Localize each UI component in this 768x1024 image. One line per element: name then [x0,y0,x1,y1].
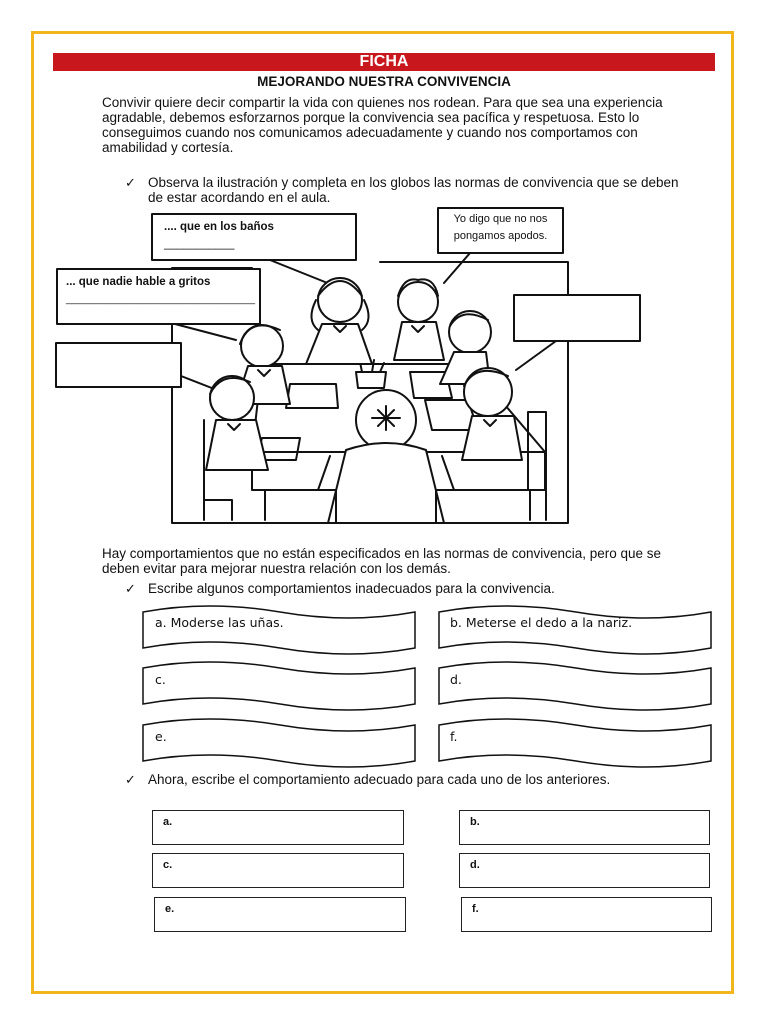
title-banner: FICHA [53,53,715,71]
bubble-banos: .... que en los baños ___________ [164,221,274,250]
checkmark-icon: ✓ [125,772,136,787]
answer-box-c[interactable]: c. [152,853,404,888]
bubble-apodos: Yo digo que no nos pongamos apodos. [453,213,548,242]
wavy-box-c [143,662,415,710]
intro-line: conseguimos cuando nos comunicamos adecuadamente y cuando nos comportamos con [102,125,638,140]
answer-box-b[interactable]: b. [459,810,710,845]
answer-box-d[interactable]: d. [459,853,710,888]
wavy-box-f [439,719,711,767]
wavy-item-c[interactable]: c. [155,672,166,687]
task3-instruction: ✓ Ahora, escribe el comportamiento adecuado para cada uno de los anteriores. [125,772,611,787]
wavy-item-e[interactable]: e. [155,729,167,744]
intro-line: amabilidad y cortesía. [102,140,234,155]
wavy-item-d[interactable]: d. [450,672,462,687]
wavy-item-a[interactable]: a. Moderse las uñas. [155,615,284,630]
checkmark-icon: ✓ [125,175,136,190]
answer-box-e[interactable]: e. [154,897,406,932]
wavy-box-a [143,606,415,654]
wavy-box-e [143,719,415,767]
wavy-item-b[interactable]: b. Meterse el dedo a la nariz. [450,615,633,630]
intro-line: Convivir quiere decir compartir la vida con quienes nos rodean. Para que sea una experiencia [102,95,663,110]
task1-line: Observa la ilustración y completa en los globos las normas de convivencia que se deben [148,175,679,190]
section2-line: deben evitar para mejorar nuestra relación con los demás. [102,561,451,576]
section2-line: Hay comportamientos que no están especificados en las normas de convivencia, pero que se [102,546,662,561]
wavy-item-f[interactable]: f. [450,729,458,744]
answer-box-a[interactable]: a. [152,810,404,845]
checkmark-icon: ✓ [125,581,136,596]
intro-line: agradable, debemos esforzarnos porque la convivencia sea pacífica y respetuosa. Esto lo [102,110,640,125]
task2-instruction: ✓ Escribe algunos comportamientos inadecuados para la convivencia. [125,581,555,596]
bubble-gritos: ... que nadie hable a gritos __________________________________ [66,276,256,305]
page-subtitle: MEJORANDO NUESTRA CONVIVENCIA [257,74,511,89]
wavy-box-b [439,606,711,654]
task1-line: de estar acordando en el aula. [148,190,331,205]
answer-box-f[interactable]: f. [461,897,712,932]
wavy-box-d [439,662,711,710]
